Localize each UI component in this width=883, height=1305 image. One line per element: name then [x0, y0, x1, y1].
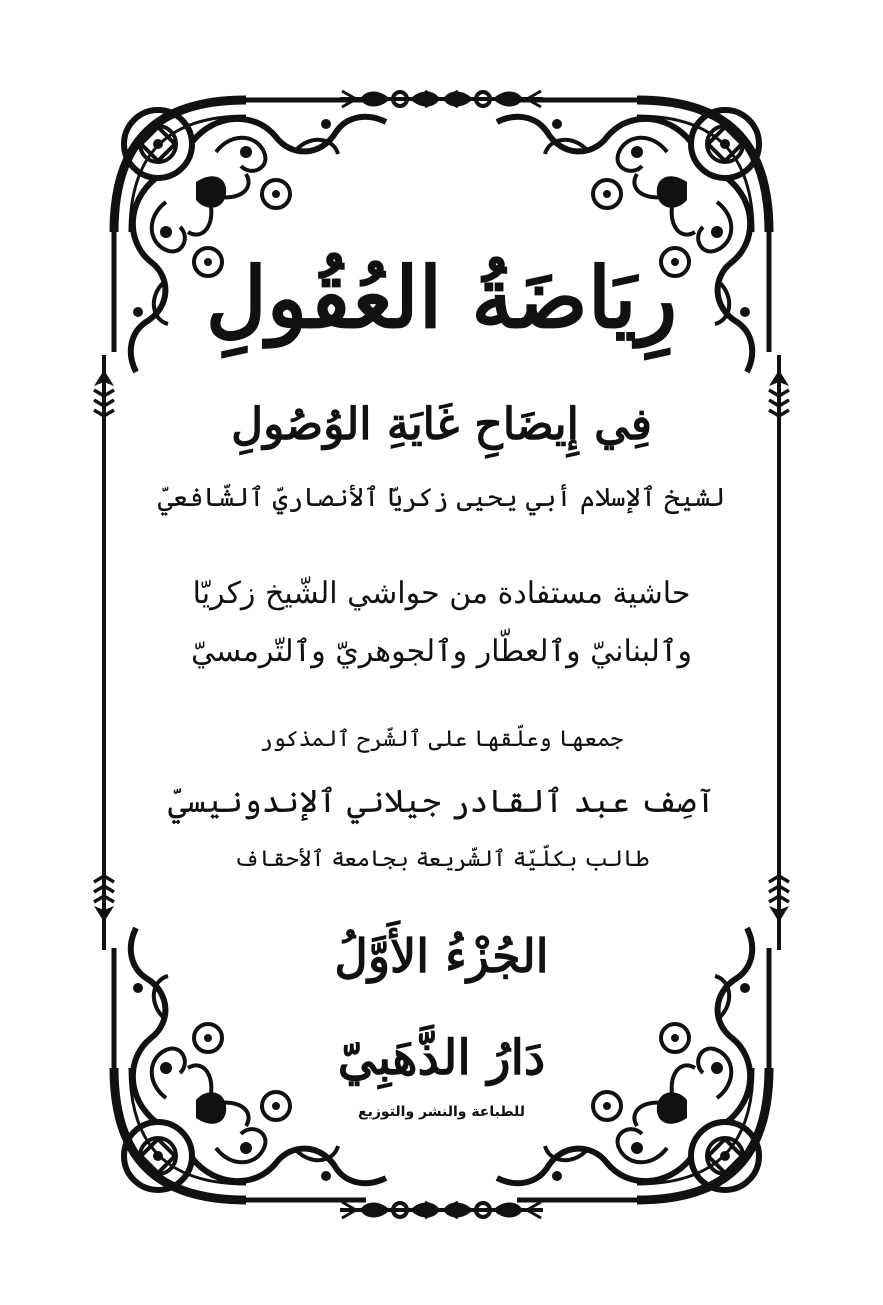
publisher-tagline: للطباعة والنشر والتوزيع — [358, 1104, 525, 1120]
volume-label: الجُزْءُ الأَوَّلُ — [334, 929, 549, 983]
commentary-description-line-2: وٱلبنانيّ وٱلعطّار وٱلجوهريّ وٱلتّرمسيّ — [191, 634, 692, 669]
compiler-name: آصِف عبد ٱلقادر جيلاني ٱلإندونيسيّ — [168, 782, 715, 820]
arrow-finial-icon — [94, 370, 114, 422]
arrow-finial-icon — [94, 870, 114, 922]
publisher-logo: دَارُ الذَّهَبِيّ — [337, 1030, 546, 1086]
arrow-finial-icon — [769, 870, 789, 922]
book-subtitle: فِي إِيضَاحِ غَايَةِ الوُصُولِ — [231, 399, 652, 450]
book-title: رِيَاضَةُ العُقُولِ — [205, 248, 678, 347]
compiled-by-label: جمعها وعلّقها على ٱلشّرح ٱلمذكور — [259, 727, 624, 752]
original-author: لشيخ ٱلإسلام أبي يحيى زكريّا ٱلأنصاريّ ٱلشّافعيّ — [157, 483, 726, 513]
arrow-finial-icon — [769, 370, 789, 422]
compiler-affiliation: طالب بكلّيّة ٱلشّريعة بجامعة ٱلأحقاف — [234, 847, 649, 872]
commentary-description-line-1: حاشية مستفادة من حواشي الشّيخ زكريّا — [192, 576, 691, 611]
